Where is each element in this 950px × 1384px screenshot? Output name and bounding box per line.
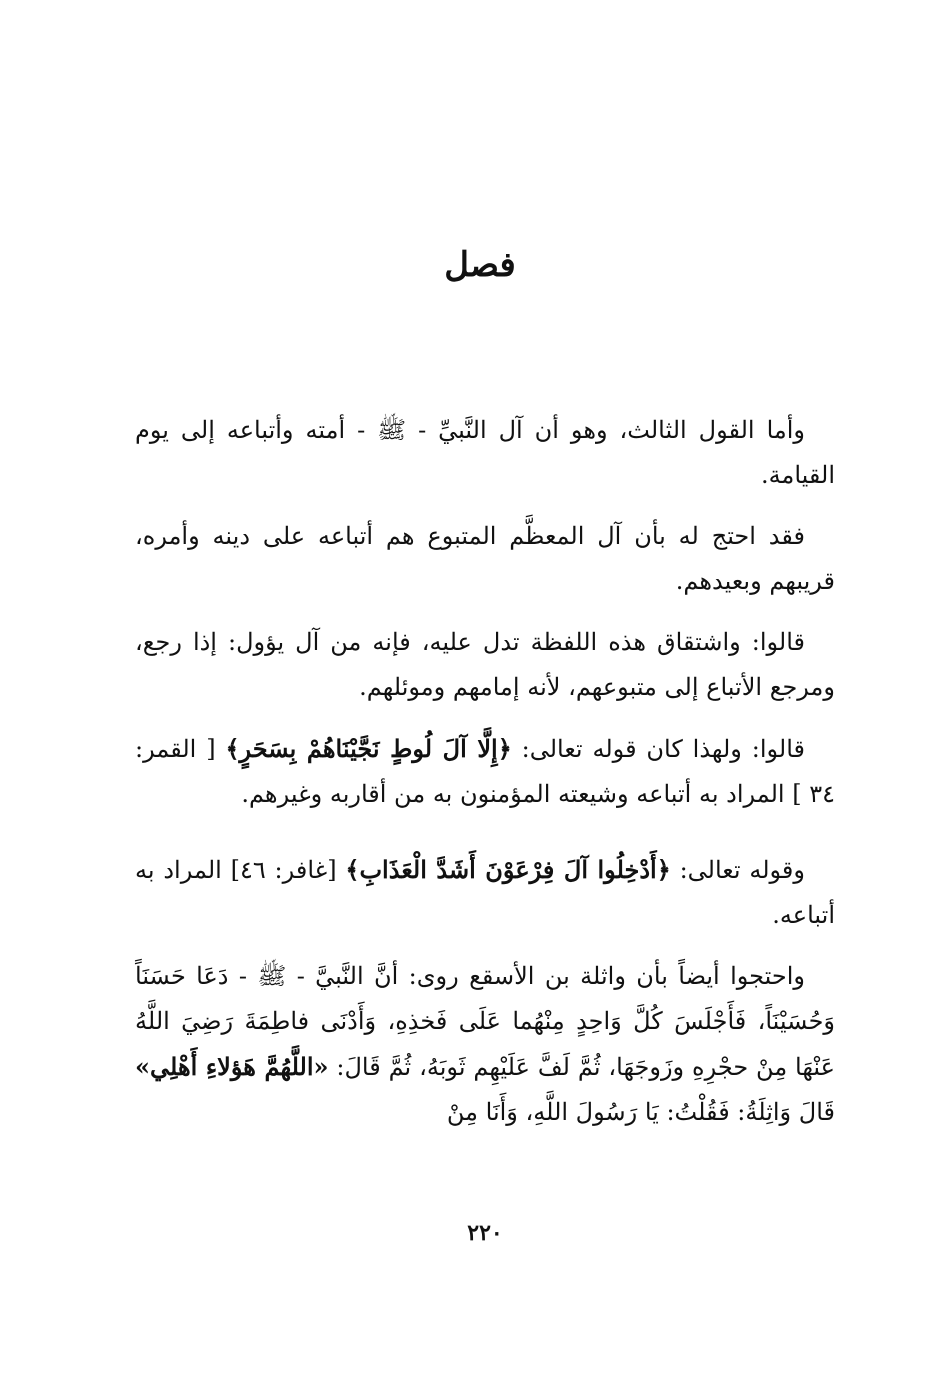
paragraph-pharaoh-verse-explanation: [غافر: ٤٦] المراد به أتباعه. — [135, 856, 835, 929]
paragraph-etymology: قالوا: واشتقاق هذه اللفظة تدل عليه، فإنه من آل يؤول: إذا رجع، ومرجع الأتباع إلى متبوعهم، لأنه إمامهم وموئلهم. — [135, 628, 835, 701]
paragraph-third-opinion: وأما القول الثالث، وهو أن آل النَّبيِّ - ﷺ - أمته وأتباعه إلى يوم القيامة. — [135, 416, 835, 489]
quran-verse-lut: ﴿إِلَّا آلَ لُوطٍ نَجَّيْنَاهُمْ بِسَحَرٍ﴾ — [225, 734, 512, 763]
body-text — [135, 408, 835, 1151]
paragraph-wathila-hadith-intro: واحتجوا أيضاً بأن واثلة بن الأسقع روى: أنَّ النَّبيَّ - ﷺ - دَعَا حَسَنَاً وَحُسَيْنَاً، فَأَجْلَسَ كُلَّ وَاحِدٍ مِنْهُما عَلَى فَخذِهِ، وَأَدْنَى فاطِمَةَ رَضِيَ اللَّهُ عَنْهَا مِنْ حجْرِهِ وزَوجَهَا، ثُمَّ لَفَّ عَلَيْهِم ثَوبَهُ، ثُمَّ قَالَ: — [135, 962, 835, 1081]
page-number: ٢٢٠ — [467, 1220, 503, 1246]
paragraph-lut-verse — [135, 726, 835, 817]
paragraph-wathila-hadith — [135, 954, 835, 1135]
section-heading: فصل — [444, 245, 516, 285]
paragraph-wathila-hadith-continuation: قَالَ وَاثِلَةُ: فَقُلْتُ: يَا رَسُولَ اللَّهِ، وَأَنَا مِنْ — [446, 1098, 835, 1126]
paragraph-pharaoh-verse-intro: وقوله تعالى: — [670, 856, 805, 884]
quran-verse-pharaoh: ﴿أَدْخِلُوا آلَ فِرْعَوْنَ أَشَدَّ الْعَذَابِ﴾ — [345, 855, 671, 884]
paragraph-lut-verse-explanation: [ القمر: ٣٤ ] المراد به أتباعه وشيعته المؤمنون به من أقاربه وغيرهم. — [135, 735, 835, 808]
paragraph-lut-verse-intro: قالوا: ولهذا كان قوله تعالى: — [511, 735, 805, 763]
paragraph-pharaoh-verse — [135, 847, 835, 938]
paragraph-argument: فقد احتج له بأن آل المعظَّم المتبوع هم أتباعه على دينه وأمره، قريبهم وبعيدهم. — [135, 522, 835, 595]
hadith-quote: «اللَّهُمَّ هَؤلاءِ أَهْلِي» — [135, 1052, 329, 1081]
